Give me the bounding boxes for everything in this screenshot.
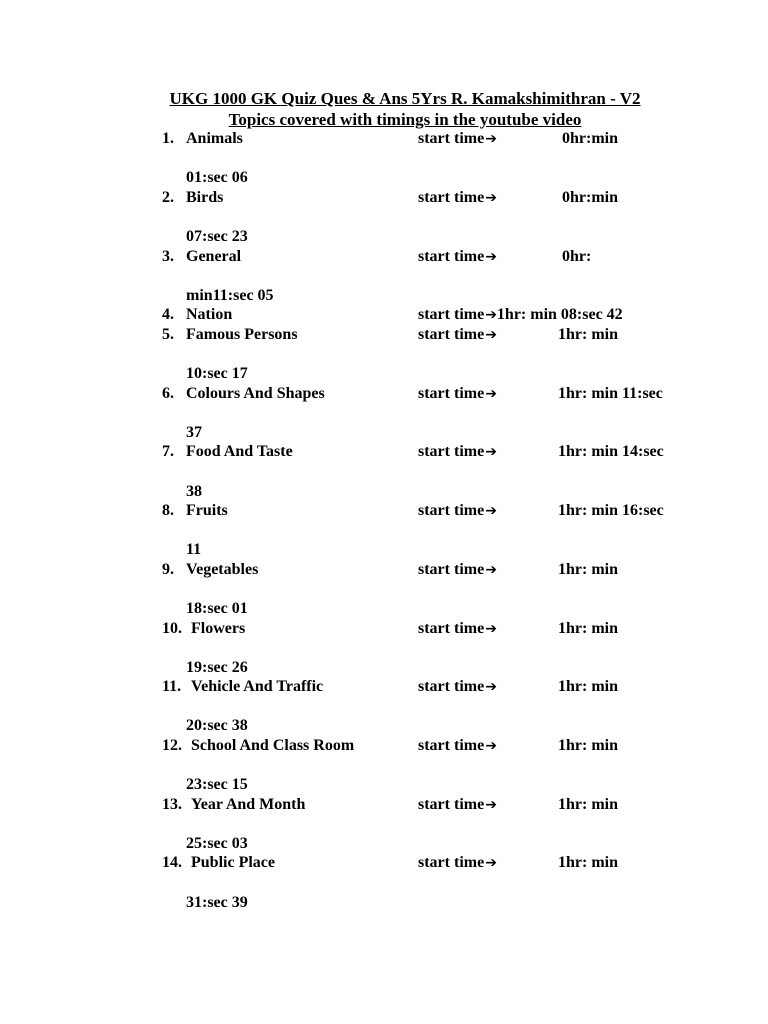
start-time-text: start time (418, 854, 485, 871)
start-time-value: 1hr: min 14:sec (558, 443, 664, 460)
item-number: 3. (162, 248, 174, 265)
item-topic: General (186, 248, 242, 265)
right-arrow-icon: ➔ (485, 738, 497, 754)
start-time-value: 1hr: min (558, 737, 618, 754)
start-time-label (418, 795, 497, 815)
start-time-continuation: min11:sec 05 (186, 287, 274, 304)
start-time-text: start time (418, 561, 485, 578)
start-time-text: start time (418, 443, 485, 460)
item-topic: Colours And Shapes (186, 385, 325, 402)
right-arrow-icon: ➔ (485, 386, 497, 402)
right-arrow-icon: ➔ (485, 679, 497, 695)
start-time-value: 1hr: min (558, 678, 618, 695)
item-topic: Vegetables (186, 561, 259, 578)
right-arrow-icon: ➔ (485, 797, 497, 813)
item-number: 5. (162, 326, 174, 343)
start-time-label (418, 560, 497, 580)
item-topic: Food And Taste (186, 443, 293, 460)
start-time-text: start time (418, 306, 485, 323)
start-time-value: 1hr: min (558, 561, 618, 578)
right-arrow-icon: ➔ (485, 327, 497, 343)
right-arrow-icon: ➔ (485, 307, 497, 323)
start-time-value: 1hr: min (558, 620, 618, 637)
start-time-continuation: 10:sec 17 (186, 365, 248, 382)
start-time-label (418, 736, 497, 756)
document-title: UKG 1000 GK Quiz Ques & Ans 5Yrs R. Kamakshimithran - V2 (169, 89, 641, 108)
start-time-continuation: 07:sec 23 (186, 228, 248, 245)
start-time-continuation: 11 (186, 541, 202, 558)
item-number: 13. (162, 796, 182, 813)
item-topic: Nation (186, 306, 233, 323)
start-time-value: 0hr:min (562, 189, 618, 206)
start-time-continuation: 01:sec 06 (186, 169, 248, 186)
start-time-text: start time (418, 678, 485, 695)
start-time-value: 1hr: min 08:sec 42 (496, 306, 623, 323)
start-time-continuation: 19:sec 26 (186, 659, 248, 676)
item-number: 12. (162, 737, 182, 754)
start-time-continuation: 37 (186, 424, 202, 441)
right-arrow-icon: ➔ (485, 562, 497, 578)
right-arrow-icon: ➔ (485, 503, 497, 519)
start-time-text: start time (418, 385, 485, 402)
item-number: 11. (162, 678, 182, 695)
start-time-label (418, 325, 497, 345)
start-time-value: 1hr: min (558, 326, 618, 343)
right-arrow-icon: ➔ (485, 621, 497, 637)
item-topic: Fruits (186, 502, 228, 519)
start-time-label (418, 677, 497, 697)
start-time-continuation: 31:sec 39 (186, 894, 248, 911)
start-time-value: 1hr: min 11:sec (558, 385, 663, 402)
start-time-value: 0hr: (562, 248, 592, 265)
item-topic: School And Class Room (191, 737, 355, 754)
right-arrow-icon: ➔ (485, 855, 497, 871)
start-time-label (418, 442, 497, 462)
start-time-label (418, 188, 497, 208)
start-time-continuation: 18:sec 01 (186, 600, 248, 617)
item-topic: Birds (186, 189, 224, 206)
item-topic: Year And Month (191, 796, 306, 813)
item-number: 2. (162, 189, 174, 206)
start-time-value: 1hr: min 16:sec (558, 502, 664, 519)
item-number: 9. (162, 561, 174, 578)
start-time-label (418, 384, 497, 404)
start-time-continuation: 23:sec 15 (186, 776, 248, 793)
item-topic: Famous Persons (186, 326, 298, 343)
item-number: 10. (162, 620, 182, 637)
item-number: 7. (162, 443, 174, 460)
document-subtitle: Topics covered with timings in the youtube video (228, 110, 582, 129)
start-time-text: start time (418, 130, 485, 147)
item-number: 6. (162, 385, 174, 402)
start-time-text: start time (418, 620, 485, 637)
start-time-value: 0hr:min (562, 130, 618, 147)
start-time-label (418, 247, 497, 267)
start-time-value: 1hr: min (558, 796, 618, 813)
right-arrow-icon: ➔ (485, 190, 497, 206)
start-time-label (418, 853, 497, 873)
right-arrow-icon: ➔ (485, 131, 497, 147)
right-arrow-icon: ➔ (485, 444, 497, 460)
start-time-label (418, 305, 623, 325)
start-time-label (418, 501, 497, 521)
start-time-text: start time (418, 737, 485, 754)
start-time-value: 1hr: min (558, 854, 618, 871)
start-time-continuation: 38 (186, 483, 202, 500)
right-arrow-icon: ➔ (485, 249, 497, 265)
item-topic: Animals (186, 130, 243, 147)
start-time-text: start time (418, 189, 485, 206)
item-number: 8. (162, 502, 174, 519)
item-number: 1. (162, 130, 174, 147)
item-topic: Flowers (191, 620, 246, 637)
start-time-label (418, 619, 497, 639)
item-number: 14. (162, 854, 182, 871)
start-time-text: start time (418, 326, 485, 343)
start-time-continuation: 20:sec 38 (186, 717, 248, 734)
item-number: 4. (162, 306, 174, 323)
item-topic: Public Place (191, 854, 275, 871)
start-time-label (418, 129, 497, 149)
item-topic: Vehicle And Traffic (191, 678, 324, 695)
start-time-text: start time (418, 502, 485, 519)
start-time-continuation: 25:sec 03 (186, 835, 248, 852)
start-time-text: start time (418, 248, 485, 265)
start-time-text: start time (418, 796, 485, 813)
